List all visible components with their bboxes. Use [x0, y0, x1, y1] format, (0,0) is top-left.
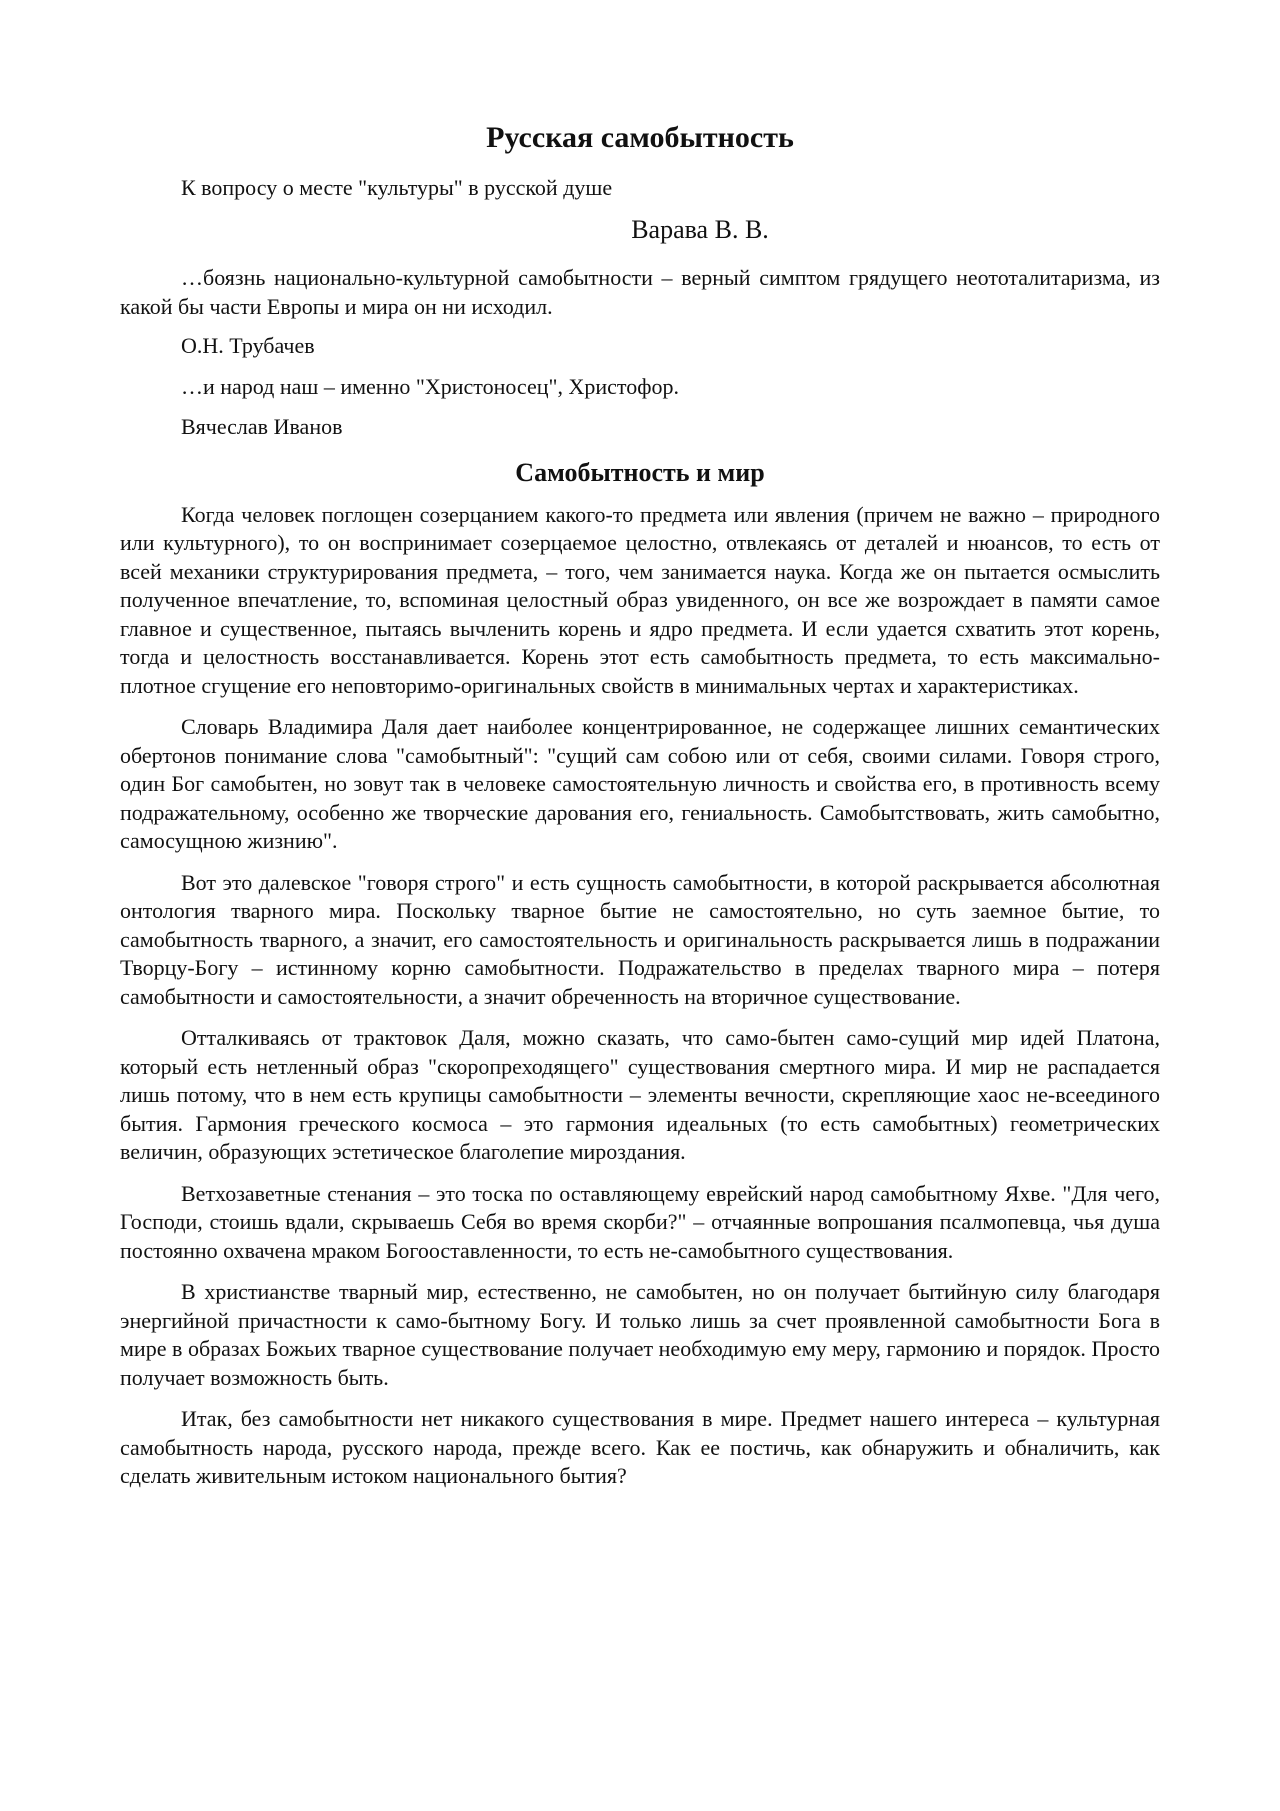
document-title: Русская самобытность — [486, 121, 794, 154]
document-page — [120, 108, 1160, 1504]
section-heading: Самобытность и мир — [515, 457, 765, 487]
body-paragraph: Отталкиваясь от трактовок Даля, можно сказать, что само-бытен само-сущий мир идей Платона, который есть нетленный образ "скоропреходящего" существования смертного мира. И мир не распадается лишь потому, что в нем есть крупицы самобытности – элементы вечности, скрепляющие хаос не-всеединого бытия. Гармония греческого космоса – это гармония идеальных (то есть самобытных) геометрических величин, образующих эстетическое благолепие мироздания. — [120, 1025, 1160, 1164]
body-paragraph: В христианстве тварный мир, естественно, не самобытен, но он получает бытийную силу благодаря энергийной причастности к само-бытному Богу. И только лишь за счет проявленной самобытности Бога в мире в образах Божьих тварное существование получает необходимую ему меру, гармонию и порядок. Просто получает возможность быть. — [120, 1279, 1160, 1390]
body-paragraph: Вот это далевское "говоря строго" и есть сущность самобытности, в которой раскрывается абсолютная онтология тварного мира. Поскольку тварное бытие не самостоятельно, но суть заемное бытие, то самобытность тварного, а значит, его самостоятельность и оригинальность раскрывается лишь в подражании Творцу-Богу – истинному корню самобытности. Подражательство в пределах тварного мира – потеря самобытности и самостоятельности, а значит обреченность на вторичное существование. — [120, 869, 1160, 1009]
document-subtitle: К вопросу о месте "культуры" в русской душе — [181, 175, 613, 200]
epigraph-text: …боязнь национально-культурной самобытности – верный симптом грядущего неототалитаризма, из какой бы части Европы и мира он ни исходил. — [120, 265, 1160, 319]
epigraph-attribution: О.Н. Трубачев — [181, 333, 315, 358]
body-paragraph: Когда человек поглощен созерцанием какого-то предмета или явления (причем не важно – природного или культурного), то он воспринимает созерцаемое целостно, отвлекаясь от деталей и нюансов, то есть от всей механики структурирования предмета, – того, чем занимается наука. Когда же он пытается осмыслить полученное впечатление, то, вспоминая целостный образ увиденного, он все же возрождает в памяти самое главное и существенное, пытаясь вычленить корень и ядро предмета. И если удается схватить этот корень, тогда и целостность восстанавливается. Корень этот есть самобытность предмета, то есть максимально-плотное сгущение его неповторимо-оригинальных свойств в минимальных чертах и характеристиках. — [120, 501, 1160, 698]
body-paragraph: Итак, без самобытности нет никакого существования в мире. Предмет нашего интереса – культурная самобытность народа, русского народа, прежде всего. Как ее постичь, как обнаружить и обналичить, как сделать живительным истоком национального бытия? — [120, 1406, 1160, 1488]
body-paragraph: Словарь Владимира Даля дает наиболее концентрированное, не содержащее лишних семантических обертонов понимание слова "самобытный": "сущий сам собою или от себя, своими силами. Говоря строго, один Бог самобытен, но зовут так в человеке самостоятельную личность и свойства его, в противность всему подражательному, особенно же творческие дарования его, гениальность. Самобытствовать, жить самобытно, самосущною жизнию". — [120, 714, 1160, 853]
epigraph-text: …и народ наш – именно "Христоносец", Христофор. — [181, 374, 679, 399]
epigraph-attribution: Вячеслав Иванов — [181, 413, 343, 439]
body-paragraph: Ветхозаветные стенания – это тоска по оставляющему еврейский народ самобытному Яхве. "Для чего, Господи, стоишь вдали, скрываешь Себя во время скорби?" – отчаянные вопрошания псалмопевца, чья душа постоянно охвачена мраком Богооставленности, то есть не-самобытного существования. — [120, 1180, 1160, 1263]
document-author: Варава В. В. — [631, 215, 769, 244]
